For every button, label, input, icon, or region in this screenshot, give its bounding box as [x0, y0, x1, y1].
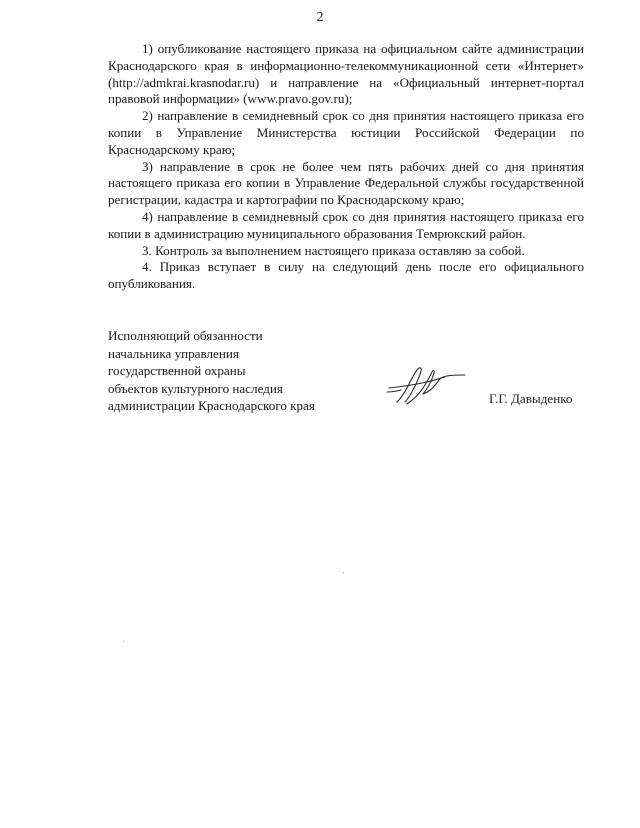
document-body [108, 41, 584, 293]
position-line: Исполняющий обязанности [108, 328, 263, 343]
scan-speck [123, 641, 124, 642]
page-number: 2 [316, 10, 324, 25]
paragraph-municipality: 4) направление в семидневный срок со дня принятия настоящего приказа его копии в администрацию муниципального образования Темрюкский район. [108, 208, 584, 241]
paragraph-rosreestr: 3) направление в срок не более чем пять рабочих дней со дня принятия настоящего приказа его копии в Управление Федеральной службы государственной регистрации, кадастра и картографии по Краснодарскому краю; [108, 158, 584, 208]
paragraph-control: 3. Контроль за выполнением настоящего приказа оставляю за собой. [142, 242, 525, 258]
scan-speck [343, 572, 344, 573]
position-line: объектов культурного наследия [108, 380, 283, 396]
paragraph-publication: 1) опубликование настоящего приказа на официальном сайте администрации Краснодарского края в информационно-телекоммуникационной сети «Интернет» (http://admkrai.krasnodar.ru) и направление на «Официальный интернет-портал правовой информации» (www.pravo.gov.ru); [108, 41, 584, 107]
handwritten-signature [383, 358, 469, 410]
position-line: начальника управления [108, 345, 239, 361]
paragraph-ministry-of-justice: 2) направление в семидневный срок со дня принятия настоящего приказа его копии в Управление Министерства юстиции Российской Федерации по Краснодарскому краю; [108, 108, 584, 157]
signer-name: Г.Г. Давыденко [489, 391, 573, 406]
position-line: государственной охраны [108, 363, 246, 378]
position-line: администрации Краснодарского края [108, 398, 315, 413]
paragraph-entry-into-force: 4. Приказ вступает в силу на следующий день после его официального опубликования. [108, 259, 584, 292]
signatory-position [108, 327, 315, 415]
